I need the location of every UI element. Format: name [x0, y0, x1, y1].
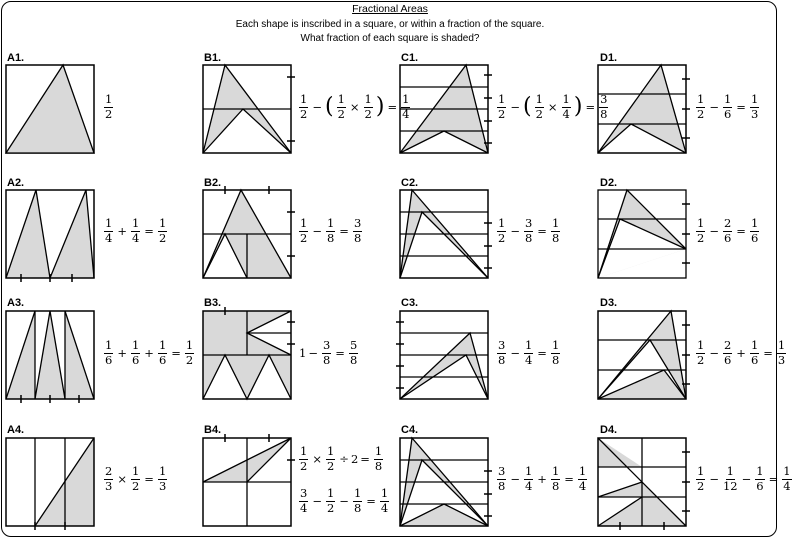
math-term: = [736, 100, 746, 114]
math-term: 1 [326, 216, 335, 230]
math-term: 1 [158, 216, 167, 230]
math-term: 1 [300, 216, 308, 230]
math-term: 1 [524, 338, 533, 352]
math-term: 4 [783, 478, 791, 493]
math-term: 2 [498, 230, 506, 245]
answer-b2 [297, 218, 364, 244]
math-term: ( [522, 94, 532, 119]
math-term: 8 [551, 352, 560, 367]
math-term: 6 [158, 352, 167, 367]
math-term: 1 [697, 338, 705, 352]
fraction [374, 446, 383, 472]
math-term: 1 [299, 346, 307, 360]
label-d3: D3. [600, 297, 618, 309]
answer-c3 [495, 340, 562, 366]
answer-d2 [694, 218, 761, 244]
label-c2: C2. [401, 177, 419, 189]
math-term: 2 [326, 458, 335, 473]
math-term: 4 [380, 500, 389, 515]
math-term: 8 [524, 230, 533, 245]
math-term: 1 [402, 92, 410, 106]
fraction [353, 488, 362, 514]
math-term: 5 [349, 338, 358, 352]
fraction [524, 466, 533, 492]
math-term: = [537, 224, 547, 238]
fraction [326, 446, 335, 472]
math-term: = [144, 472, 154, 486]
math-term: 1 [723, 92, 732, 106]
answer-a2 [102, 218, 169, 244]
figure-a2 [6, 190, 96, 284]
fraction [696, 340, 705, 366]
figure-b3 [203, 307, 303, 403]
math-term: 2 [337, 106, 345, 121]
fraction [104, 466, 113, 492]
math-term: 8 [498, 352, 506, 367]
math-term: + [736, 346, 746, 360]
fraction [777, 340, 786, 366]
answer-d1 [694, 94, 761, 120]
math-term: 2 [498, 106, 506, 121]
math-term: 1 [535, 92, 543, 106]
instruction-line-2: What fraction of each square is shaded? [300, 33, 480, 44]
math-term: 1 [185, 338, 194, 352]
math-term: 1 [562, 92, 570, 106]
fraction [299, 488, 308, 514]
math-term: 2 [697, 230, 705, 245]
answer-b4-a [297, 446, 385, 472]
instruction-line-1: Each shape is inscribed in a square, or within a fraction of the square. [235, 19, 545, 30]
math-term: 1 [326, 486, 335, 500]
math-term: = [339, 224, 349, 238]
math-term: 1 [131, 216, 140, 230]
math-term: 1 [524, 464, 533, 478]
math-term: 1 [131, 464, 140, 478]
math-term: 1 [551, 464, 560, 478]
math-term: 6 [105, 352, 113, 367]
fraction [337, 94, 346, 120]
figure-a1 [6, 65, 96, 155]
fraction [131, 218, 140, 244]
math-term: 4 [402, 106, 410, 121]
fraction [299, 218, 308, 244]
fraction [578, 466, 587, 492]
math-term: − [709, 224, 719, 238]
answer-c2 [495, 218, 562, 244]
math-term: 3 [353, 216, 362, 230]
answer-a4 [102, 466, 169, 492]
math-term: 1 [498, 92, 506, 106]
math-term: 2 [105, 464, 113, 478]
math-term: 1 [300, 92, 308, 106]
math-term: 1 [158, 464, 167, 478]
math-term: 8 [353, 500, 362, 515]
fraction [750, 218, 759, 244]
fraction [299, 446, 308, 472]
figure-d2 [598, 190, 698, 280]
math-term: 2 [697, 352, 705, 367]
math-term: = [366, 494, 376, 508]
label-a3: A3. [7, 297, 25, 309]
math-term: 1 [578, 464, 587, 478]
math-term: 1 [697, 464, 705, 478]
fraction [349, 340, 358, 366]
fraction [401, 94, 410, 120]
figure-b2 [203, 186, 303, 282]
fraction [696, 466, 705, 492]
math-term: = [335, 346, 345, 360]
answer-b3 [299, 340, 360, 366]
math-term: 8 [322, 352, 331, 367]
fraction [599, 94, 608, 120]
math-term: = [144, 224, 154, 238]
math-term: = [360, 452, 370, 466]
math-term: 3 [777, 352, 786, 367]
math-term: 1 [105, 92, 113, 106]
math-term: 1 [750, 338, 759, 352]
math-term: − [312, 224, 322, 238]
fraction [755, 466, 764, 492]
math-term: 1 [697, 216, 705, 230]
math-term: 1 [726, 464, 734, 478]
fraction [131, 340, 140, 366]
fraction [524, 218, 533, 244]
math-term: + [117, 346, 127, 360]
label-d2: D2. [600, 177, 618, 189]
figure-c3 [396, 311, 496, 405]
math-term: ( [324, 94, 334, 119]
math-term: 4 [524, 478, 533, 493]
fraction [551, 218, 560, 244]
label-a4: A4. [7, 424, 25, 436]
fraction [322, 340, 331, 366]
fraction [696, 94, 705, 120]
fraction [562, 94, 571, 120]
math-term: ÷ [339, 452, 349, 466]
label-c1: C1. [401, 52, 419, 64]
math-term: 6 [756, 478, 764, 493]
label-d1: D1. [600, 52, 618, 64]
fraction [497, 218, 506, 244]
fraction [497, 340, 506, 366]
math-term: 3 [498, 338, 506, 352]
math-term: × [349, 100, 360, 114]
math-term: = [537, 346, 547, 360]
math-term: − [308, 346, 318, 360]
math-term: × [312, 452, 322, 466]
figure-b4 [203, 434, 303, 530]
fraction [497, 466, 506, 492]
math-term: 2 [364, 106, 372, 121]
math-term: − [709, 346, 719, 360]
answer-c4 [495, 466, 589, 492]
fraction [723, 94, 732, 120]
fraction [551, 340, 560, 366]
fraction [750, 94, 759, 120]
math-term: 1 [364, 92, 372, 106]
answer-d3 [694, 340, 788, 366]
math-term: 3 [322, 338, 331, 352]
math-term: 1 [697, 92, 705, 106]
fraction [353, 218, 362, 244]
math-term: 1 [750, 216, 759, 230]
math-term: 4 [578, 478, 587, 493]
math-term: 3 [105, 478, 113, 493]
math-term: 1 [551, 338, 560, 352]
math-term: 4 [131, 230, 140, 245]
math-term: − [312, 100, 322, 114]
math-term: 1 [326, 444, 335, 458]
fraction [104, 340, 113, 366]
label-a1: A1. [7, 52, 25, 64]
math-term: = [171, 346, 181, 360]
math-term: 8 [551, 230, 560, 245]
math-term: 3 [600, 92, 608, 106]
math-term: 8 [326, 230, 335, 245]
math-term: ) [573, 94, 583, 119]
math-term: 3 [524, 216, 533, 230]
label-c3: C3. [401, 297, 419, 309]
math-term: ) [375, 94, 385, 119]
fraction [524, 340, 533, 366]
math-term: = [763, 346, 773, 360]
math-term: 6 [131, 352, 140, 367]
math-term: × [117, 472, 127, 486]
math-term: 1 [551, 216, 560, 230]
fraction [497, 94, 506, 120]
shape-region [598, 438, 642, 467]
math-term: + [537, 472, 547, 486]
math-term: − [339, 494, 349, 508]
math-term: 1 [756, 464, 764, 478]
math-term: = [387, 100, 398, 114]
label-b2: B2. [204, 177, 222, 189]
fraction [551, 466, 560, 492]
label-b1: B1. [204, 52, 222, 64]
math-term: 1 [374, 444, 383, 458]
math-term: 8 [600, 106, 608, 121]
math-term: − [312, 494, 322, 508]
fraction [723, 218, 732, 244]
fraction [723, 340, 732, 366]
fraction [104, 94, 113, 120]
fraction [782, 466, 791, 492]
figure-c1 [400, 65, 500, 155]
math-term: 3 [300, 486, 308, 500]
math-term: 8 [498, 478, 506, 493]
math-term: = [564, 472, 574, 486]
math-term: 4 [524, 352, 533, 367]
math-term: − [510, 472, 520, 486]
math-term: 6 [750, 230, 759, 245]
math-term: 2 [697, 478, 705, 493]
math-term: × [547, 100, 558, 114]
math-term: − [741, 472, 752, 486]
math-term: 2 [300, 106, 308, 121]
math-term: 6 [750, 352, 759, 367]
math-term: 1 [105, 216, 113, 230]
math-term: 8 [349, 352, 358, 367]
math-term: 2 [158, 230, 167, 245]
math-term: 12 [722, 478, 738, 493]
figure-b1 [203, 65, 303, 155]
math-term: 1 [337, 92, 345, 106]
fraction [158, 340, 167, 366]
math-term: 1 [158, 338, 167, 352]
math-term: 2 [723, 338, 732, 352]
math-term: 6 [723, 106, 732, 121]
label-d4: D4. [600, 424, 618, 436]
math-term: 6 [723, 352, 732, 367]
answer-c1 [495, 94, 610, 120]
fraction [131, 466, 140, 492]
math-term: 1 [783, 464, 791, 478]
math-term: − [510, 346, 520, 360]
fraction [535, 94, 544, 120]
math-term: = [585, 100, 596, 114]
fraction [158, 466, 167, 492]
page-title: Fractional Areas [352, 3, 428, 15]
fraction [299, 94, 308, 120]
math-term: 6 [723, 230, 732, 245]
math-term: 8 [353, 230, 362, 245]
math-term: 8 [374, 458, 383, 473]
answer-a1 [102, 94, 115, 120]
figure-a4 [6, 438, 96, 532]
math-term: − [709, 472, 719, 486]
math-term: 3 [750, 106, 759, 121]
math-term: 2 [105, 106, 113, 121]
label-c4: C4. [401, 424, 419, 436]
fraction [364, 94, 373, 120]
math-term: 1 [380, 486, 389, 500]
label-b4: B4. [204, 424, 222, 436]
math-term: − [510, 224, 520, 238]
math-term: = [736, 224, 746, 238]
figure-a3 [6, 311, 96, 405]
math-term: + [117, 224, 127, 238]
math-term: 2 [535, 106, 543, 121]
math-term: 1 [300, 444, 308, 458]
math-term: 2 [300, 458, 308, 473]
math-term: 3 [498, 464, 506, 478]
figure-d4 [598, 438, 698, 532]
fraction [750, 340, 759, 366]
math-term: − [510, 100, 520, 114]
math-term: 2 [326, 500, 335, 515]
figure-c2 [400, 190, 500, 280]
fraction [723, 466, 738, 492]
math-term: = [768, 472, 779, 486]
math-term: 4 [105, 230, 113, 245]
math-term: 2 [697, 106, 705, 121]
math-term: 1 [131, 338, 140, 352]
math-term: 8 [551, 478, 560, 493]
fraction [380, 488, 389, 514]
figure-c4 [400, 438, 500, 528]
math-term: 2 [723, 216, 732, 230]
fraction [326, 218, 335, 244]
label-b3: B3. [204, 297, 222, 309]
math-term: 1 [105, 338, 113, 352]
shaded-triangle [6, 65, 94, 153]
answer-b4-b [297, 488, 391, 514]
answer-d4 [694, 466, 794, 492]
math-term: 2 [350, 452, 359, 466]
math-term: + [144, 346, 154, 360]
fraction [185, 340, 194, 366]
fraction [326, 488, 335, 514]
math-term: 1 [498, 216, 506, 230]
math-term: 4 [300, 500, 308, 515]
shape-region [35, 311, 65, 399]
math-term: 2 [300, 230, 308, 245]
fraction [158, 218, 167, 244]
math-term: 1 [353, 486, 362, 500]
answer-b1 [297, 94, 412, 120]
math-term: 1 [777, 338, 786, 352]
label-a2: A2. [7, 177, 25, 189]
math-term: 1 [750, 92, 759, 106]
fraction [696, 218, 705, 244]
math-term: − [709, 100, 719, 114]
figure-d1 [598, 65, 698, 155]
math-term: 2 [185, 352, 194, 367]
math-term: 2 [131, 478, 140, 493]
fraction [104, 218, 113, 244]
math-term: 4 [562, 106, 570, 121]
math-term: 3 [158, 478, 167, 493]
figure-d3 [598, 311, 698, 401]
answer-a3 [102, 340, 196, 366]
